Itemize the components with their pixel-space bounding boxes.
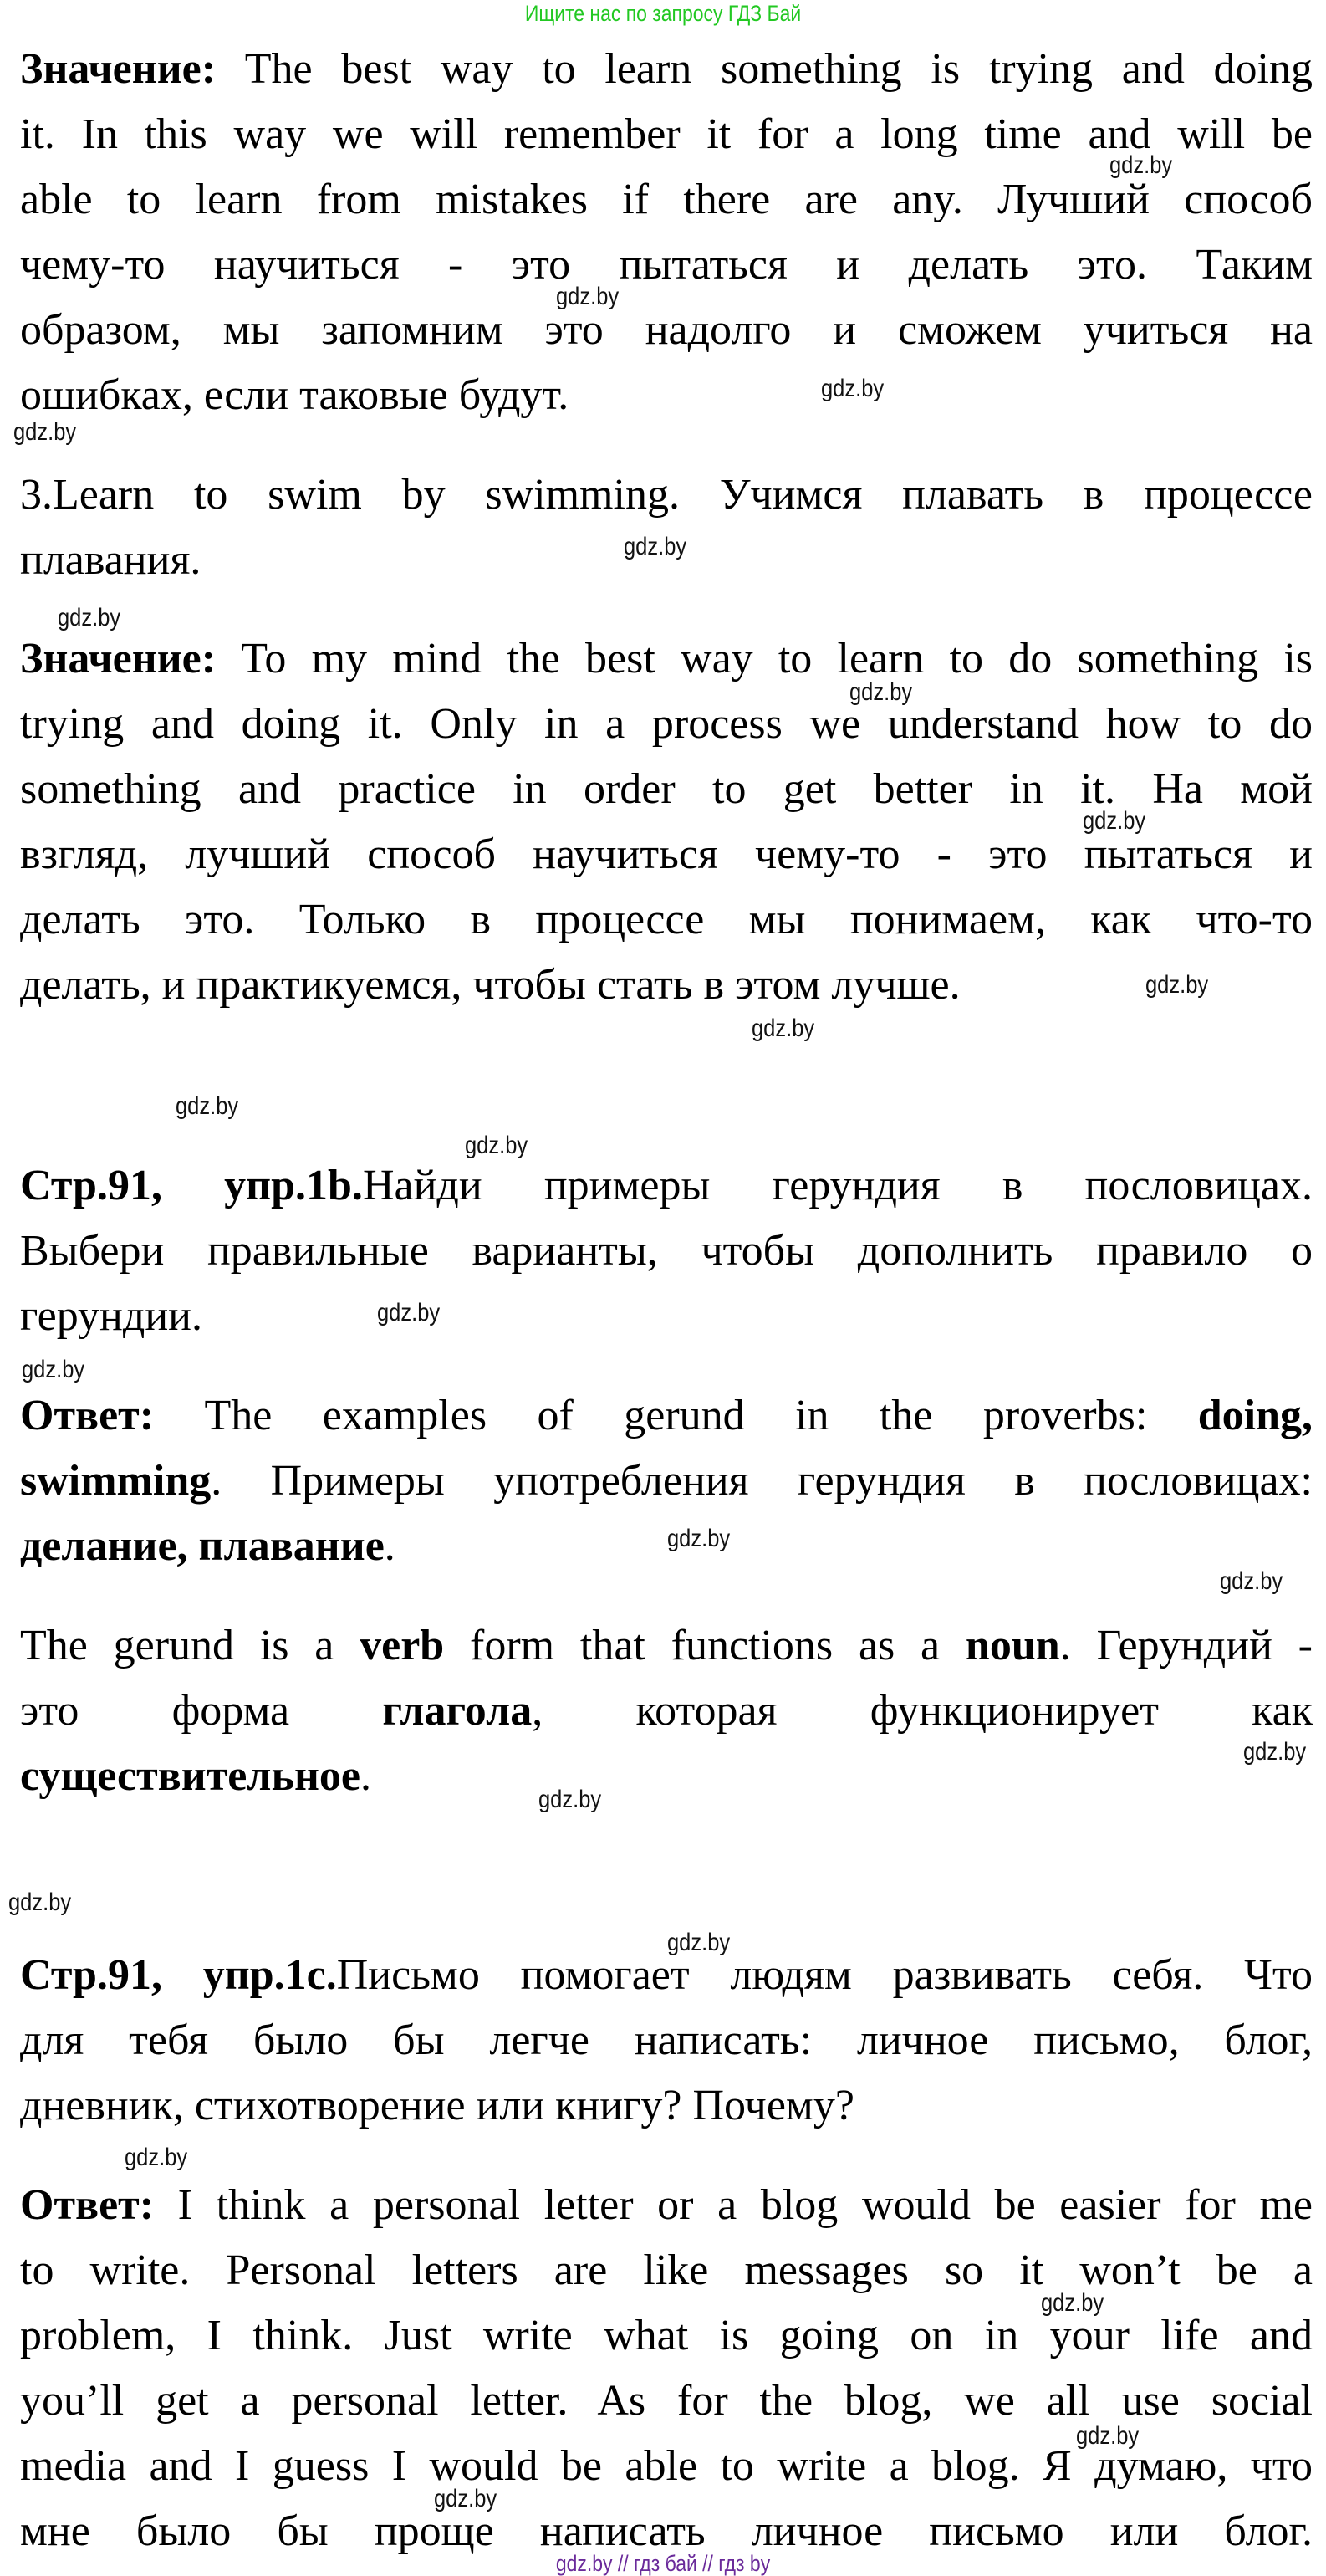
text-line (20, 363, 1313, 428)
text-segment: делать это. Только в процессе мы понимаем, как что-то (20, 896, 1313, 943)
text-line (20, 1383, 1313, 1449)
text-line (20, 1284, 1313, 1349)
watermark: gdz.by (434, 2485, 497, 2512)
watermark: gdz.by (22, 1356, 85, 1383)
text-segment: I think a personal letter or a blog would be easier for me (154, 2181, 1313, 2229)
bold-text: Значение: (20, 635, 217, 682)
text-line (20, 1449, 1313, 1514)
watermark: gdz.by (821, 375, 885, 402)
text-segment: плавания. (20, 536, 201, 584)
text-segment: Выбери правильные варианты, чтобы дополнить правило о (20, 1227, 1313, 1275)
text-segment: it. In this way we will remember it for a long time and will be (20, 110, 1313, 158)
text-segment: trying and doing it. Only in a process we understand how to do (20, 700, 1313, 748)
text-line (20, 1219, 1313, 1284)
watermark: gdz.by (1220, 1567, 1283, 1595)
text-segment: 3.Learn to swim by swimming. Учимся плавать в процессе (20, 471, 1313, 519)
watermark: gdz.by (176, 1092, 239, 1120)
text-line (20, 37, 1313, 102)
text-line (20, 1613, 1313, 1679)
bold-text: doing, (1197, 1392, 1313, 1439)
text-segment: . Герундий - (1059, 1622, 1313, 1669)
watermark: gdz.by (556, 283, 620, 310)
watermark: gdz.by (1109, 151, 1173, 179)
watermark: gdz.by (13, 418, 77, 446)
watermark: gdz.by (1083, 807, 1146, 835)
text-segment: взгляд, лучший способ научиться чему-то - это пытаться и (20, 831, 1313, 878)
watermark: gdz.by (1243, 1738, 1307, 1766)
text-segment: дневник, стихотворение или книгу? Почему? (20, 2082, 854, 2129)
text-segment: ошибках, если таковые будут. (20, 371, 569, 419)
bold-text: Стр.91, упр.1b. (20, 1162, 363, 1209)
text-segment: . (384, 1522, 395, 1570)
text-line (20, 233, 1313, 298)
text-segment: something and practice in order to get better in it. На мой (20, 765, 1313, 813)
text-segment: образом, мы запомним это надолго и сможем учиться на (20, 306, 1313, 354)
text-line (20, 1943, 1313, 2008)
watermark: gdz.by (538, 1786, 602, 1813)
text-segment: The best way to learn something is trying and doing (216, 45, 1313, 93)
text-segment: делать, и практикуемся, чтобы стать в этом лучше. (20, 961, 961, 1009)
exercise-1b-answer (20, 1383, 1313, 1579)
watermark: gdz.by (125, 2144, 188, 2171)
bold-text: существительное (20, 1752, 361, 1800)
gerund-rule (20, 1613, 1313, 1809)
bold-text: глагола (382, 1687, 533, 1735)
text-line (20, 463, 1313, 528)
footer-banner[interactable]: gdz.by // гдз бай // гдз by (555, 2551, 771, 2576)
text-line (20, 692, 1313, 757)
exercise-1b-task (20, 1153, 1313, 1349)
watermark: gdz.by (1145, 971, 1209, 999)
text-segment: . (360, 1752, 372, 1800)
text-segment: . Примеры употребления герундия в пословицах: (211, 1457, 1313, 1505)
text-segment: мне было бы проще написать личное письмо или блог. (20, 2507, 1313, 2555)
watermark: gdz.by (58, 604, 121, 631)
text-line (20, 887, 1313, 953)
text-line (20, 2173, 1313, 2238)
text-line (20, 298, 1313, 363)
text-segment: Письмо помогает людям развивать себя. Что (336, 1951, 1313, 1999)
text-segment: problem, I think. Just write what is going on in your life and (20, 2312, 1313, 2359)
bold-text: Стр.91, упр.1c. (20, 1951, 337, 1999)
bold-text: noun (965, 1622, 1060, 1669)
exercise-1c-answer (20, 2173, 1313, 2564)
bold-text: swimming (20, 1457, 212, 1505)
text-segment: Найди примеры герундия в пословицах. (362, 1162, 1313, 1209)
text-line (20, 2073, 1313, 2139)
text-line (20, 2238, 1313, 2303)
text-line (20, 626, 1313, 692)
text-line (20, 953, 1313, 1018)
bold-text: Значение: (20, 45, 217, 93)
watermark: gdz.by (849, 678, 913, 706)
proverb-3 (20, 463, 1313, 593)
bold-text: делание, плавание (20, 1522, 385, 1570)
text-segment: To my mind the best way to learn to do something is (216, 635, 1313, 682)
watermark: gdz.by (1041, 2289, 1104, 2317)
exercise-1c-task (20, 1943, 1313, 2139)
bold-text: Ответ: (20, 1392, 155, 1439)
text-line (20, 2303, 1313, 2369)
text-line (20, 1679, 1313, 1744)
watermark: gdz.by (667, 1929, 731, 1956)
watermark: gdz.by (465, 1132, 528, 1159)
text-segment: чему-то научиться - это пытаться и делать это. Таким (20, 241, 1313, 289)
text-segment: to write. Personal letters are like messages so it won’t be a (20, 2246, 1313, 2294)
watermark: gdz.by (667, 1525, 731, 1552)
watermark: gdz.by (752, 1015, 815, 1042)
text-segment: , которая функционирует как (532, 1687, 1313, 1735)
watermark: gdz.by (8, 1889, 72, 1916)
text-segment: герундии. (20, 1292, 202, 1340)
text-segment: для тебя было бы легче написать: личное письмо, блог, (20, 2016, 1313, 2064)
bold-text: verb (360, 1622, 445, 1669)
text-segment: form that functions as a (444, 1622, 966, 1669)
bold-text: Ответ: (20, 2181, 155, 2229)
header-banner[interactable]: Ищите нас по запросу ГДЗ Бай (524, 1, 802, 26)
text-line (20, 2008, 1313, 2073)
text-segment: able to learn from mistakes if there are any. Лучший способ (20, 176, 1313, 223)
text-segment: The gerund is a (20, 1622, 360, 1669)
text-line (20, 1514, 1313, 1579)
text-line (20, 1744, 1313, 1809)
text-segment: media and I guess I would be able to write a blog. Я думаю, что (20, 2442, 1313, 2490)
watermark: gdz.by (624, 533, 687, 560)
text-line (20, 1153, 1313, 1219)
meaning-paragraph-1 (20, 37, 1313, 428)
text-segment: you’ll get a personal letter. As for the blog, we all use social (20, 2377, 1313, 2425)
text-segment: это форма (20, 1687, 383, 1735)
watermark: gdz.by (377, 1299, 441, 1326)
text-segment: The examples of gerund in the proverbs: (154, 1392, 1198, 1439)
watermark: gdz.by (1076, 2422, 1140, 2450)
